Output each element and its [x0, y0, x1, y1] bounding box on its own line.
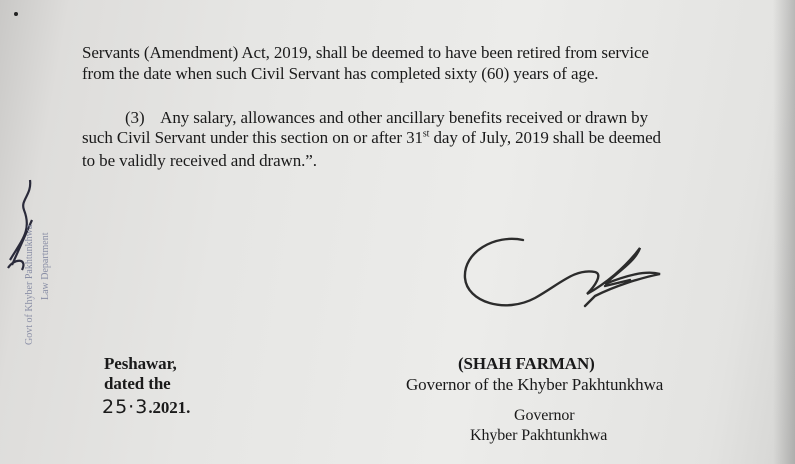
date-handwritten: 25·3 — [102, 396, 149, 418]
page-edge-shadow — [773, 0, 795, 464]
para2-line2-pre: such Civil Servant under this section on or after 31 — [82, 128, 423, 147]
place-city: Peshawar, — [104, 354, 177, 373]
stamp-scribble — [2, 140, 68, 350]
governor-signature — [455, 228, 675, 324]
signatory-name: (SHAH FARMAN) — [458, 354, 595, 373]
signatory-title: Governor of the Khyber Pakhtunkhwa — [406, 375, 664, 394]
para2-line2-post: day of July, 2019 shall be deemed — [429, 128, 661, 147]
governor-stamp-line1: Governor — [514, 407, 575, 424]
para2-line3: to be validly received and drawn.”. — [82, 151, 317, 170]
ordinal-suffix: st — [422, 128, 430, 140]
stamp-line1: Govt of Khyber Pakhtunkhwa — [24, 224, 35, 345]
date-line — [102, 396, 190, 418]
date-year: .2021. — [148, 398, 191, 417]
para2-line1: (3) Any salary, allowances and other ancillary benefits received or drawn by — [125, 108, 648, 127]
corner-mark — [14, 12, 18, 16]
law-department-stamp — [2, 140, 68, 350]
para1-line2: from the date when such Civil Servant has completed sixty (60) years of age. — [82, 64, 599, 83]
governor-stamp-line2: Khyber Pakhtunkhwa — [470, 427, 608, 444]
dated-label: dated the — [104, 374, 171, 393]
para1-line1: Servants (Amendment) Act, 2019, shall be deemed to have been retired from service — [82, 43, 649, 62]
stamp-line2: Law Department — [40, 232, 51, 300]
para2-line2 — [82, 128, 661, 148]
